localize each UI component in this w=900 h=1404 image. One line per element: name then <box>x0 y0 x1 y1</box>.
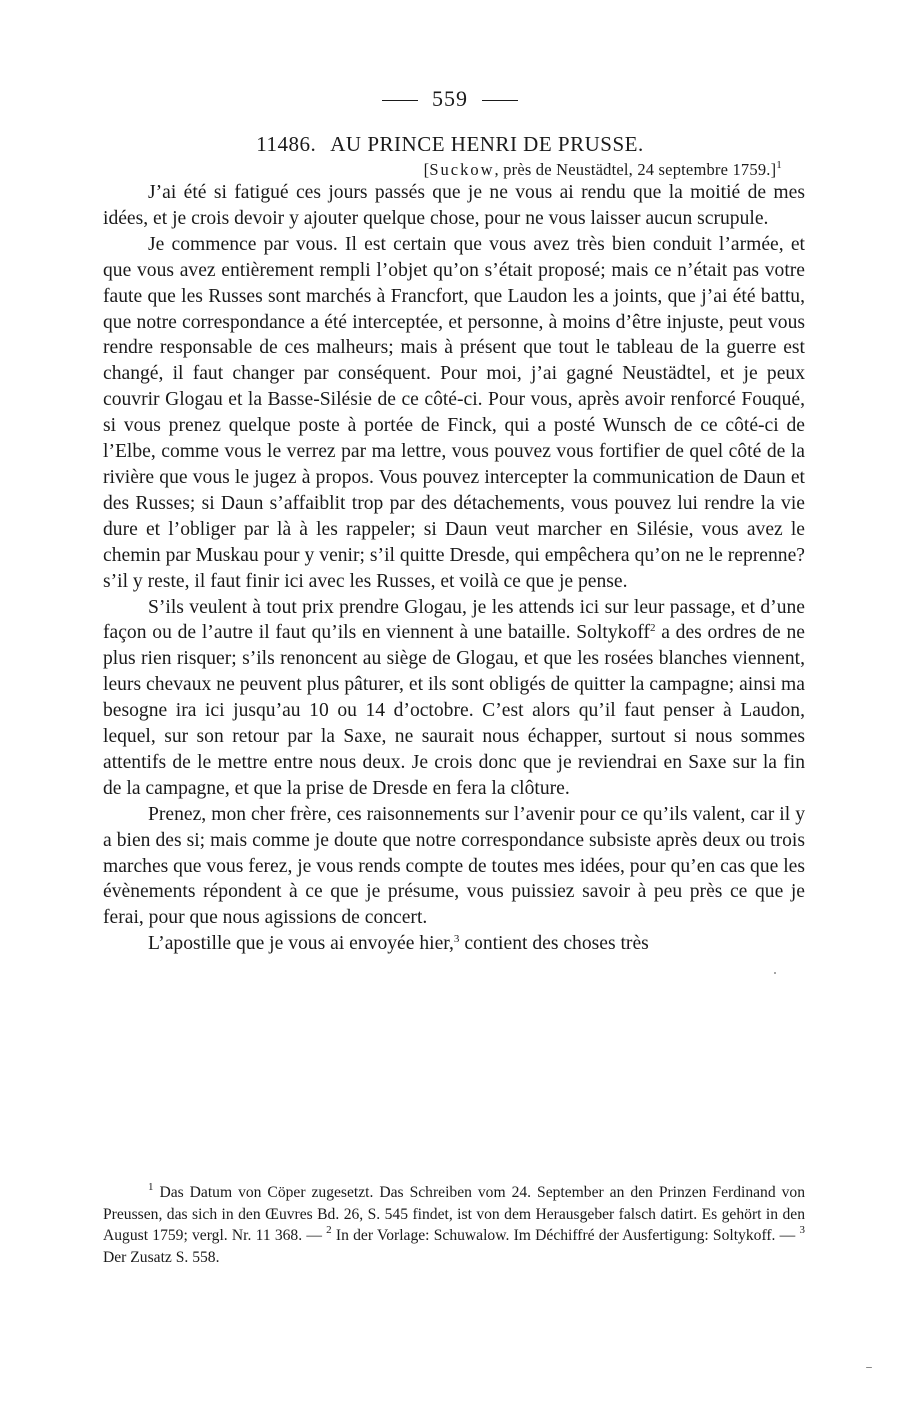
footnote-ref-3: 3 <box>453 933 460 946</box>
page-number-text: 559 <box>432 86 468 111</box>
footnote-ref-2: 2 <box>649 622 656 635</box>
paragraph-1: J’ai été si fatigué ces jours passés que je ne vous ai rendu que la moitié de mes idées, et je crois devoir y ajouter quelque chose, pour ne vous laisser aucun scrupule. <box>103 182 805 229</box>
paragraph-2: Je commence par vous. Il est certain que vous avez très bien conduit l’armée, et que vous avez entièrement rempli l’objet qu’on s’était proposé; mais ce n’était pas votre faute que les Russes sont marchés à Francfort, que Laudon les a joints, que j’ai été battu, que notre correspondance a été interceptée, et personne, à moins d’être injuste, peut vous rendre responsable de ces malheurs; mais à présent que tout le tableau de la guerre est changé, il faut changer par conséquent. Pour moi, j’ai gagné Neustädtel, et je peux couvrir Glogau et la Basse-Silésie de ce côté-ci. Pour vous, après avoir renforcé Fouqué, si vous prenez quelque poste à portée de Finck, qui a posté Wunsch de ce côté-ci de l’Elbe, comme vous le verrez par ma lettre, vous pouvez vous fortifier de quel côté de la rivière que vous le jugez à propos. Vous pouvez intercepter la communication de Daun et des Russes; si Daun s’affaiblit trop par des détachements, vous pouvez lui rendre la vie dure et l’obliger par là à les rappeler; si Daun veut marcher en Silésie, vous avez le chemin par Muskau pour y venir; s’il quitte Dresde, qui empêchera qu’on ne le reprenne? s’il y reste, il faut finir ici avec les Russes, et voilà ce que je pense. <box>103 233 805 592</box>
dateline-footnote-ref: 1 <box>776 159 782 171</box>
footnote-1-mark: 1 <box>148 1181 154 1193</box>
paragraph-3-text-a: S’ils veulent à tout prix prendre Glogau, je les attends ici sur leur passage, et d’une façon ou de l’autre il faut qu’ils en viennent à une bataille. Soltykoff <box>103 596 805 644</box>
paragraph-5 <box>103 931 805 957</box>
paragraph-4: Prenez, mon cher frère, ces raisonnements sur l’avenir pour ce qu’ils valent, car il y a bien des si; mais comme je doute que notre correspondance subsiste après deux ou trois marches que vous ferez, je vous rends compte de toutes mes idées, pour qu’en cas que les évènements répondent à ce que je présume, vous puissiez savoir à peu près ce que je ferai, pour que nous agissions de concert. <box>103 803 805 929</box>
scan-speck <box>774 972 776 974</box>
paragraph-5-text-b: contient des choses très <box>459 933 649 955</box>
footnote-2-text: In der Vorlage: Schuwalow. Im Déchiffré der Ausfertigung: Soltykoff. — <box>331 1227 800 1244</box>
paragraph-3 <box>103 595 805 802</box>
page-number <box>0 86 900 112</box>
dateline-rest: , près de Neustädtel, 24 septembre 1759.] <box>494 160 777 179</box>
letter-body <box>103 180 805 957</box>
footnote-1-text: Das Datum von Cöper zugesetzt. Das Schreiben vom 24. September an den Prinzen Ferdinand von Preussen, das sich in den Œuvres Bd. 26, S. 545 findet, ist von dem Herausgeber falsch datirt. Es gehört in den August 1759; vergl. Nr. 11 368. — <box>103 1184 805 1244</box>
footnotes <box>103 1182 805 1268</box>
footnote-2-mark: 2 <box>326 1224 332 1236</box>
letter-dateline <box>424 160 782 180</box>
footnote-3-mark: 3 <box>799 1224 805 1236</box>
letter-number: 11486. <box>256 132 317 156</box>
paragraph-3-text-b: a des ordres de ne plus rien risquer; s’ils renoncent au siège de Glogau, et que les rosées blanches viennent, leurs chevaux ne peuvent plus pâturer, et ils sont obligés de quitter la campagne; ainsi ma besogne ira ici jusqu’au 10 ou 14 d’octobre. C’est alors qu’il faut penser à Laudon, lequel, sur son retour par la Saxe, ne saurait nous échapper, surtout si nous sommes attentifs de le mettre entre nous deux. Je crois donc que je reviendrai en Saxe sur la fin de la campagne, et que la prise de Dresde en fera la clôture. <box>103 622 805 799</box>
letter-heading <box>0 132 900 157</box>
footnote-3-text: Der Zusatz S. 558. <box>103 1248 220 1266</box>
footnote-block <box>103 1182 805 1268</box>
dateline-open-bracket: [ <box>423 160 430 179</box>
scan-speck <box>866 1367 872 1368</box>
page-number-right-rule <box>482 100 518 101</box>
page-number-left-rule <box>382 100 418 101</box>
dateline-place: Suckow <box>429 160 495 179</box>
paragraph-5-text-a: L’apostille que je vous ai envoyée hier, <box>148 933 454 955</box>
letter-recipient: AU PRINCE HENRI DE PRUSSE. <box>330 132 644 156</box>
